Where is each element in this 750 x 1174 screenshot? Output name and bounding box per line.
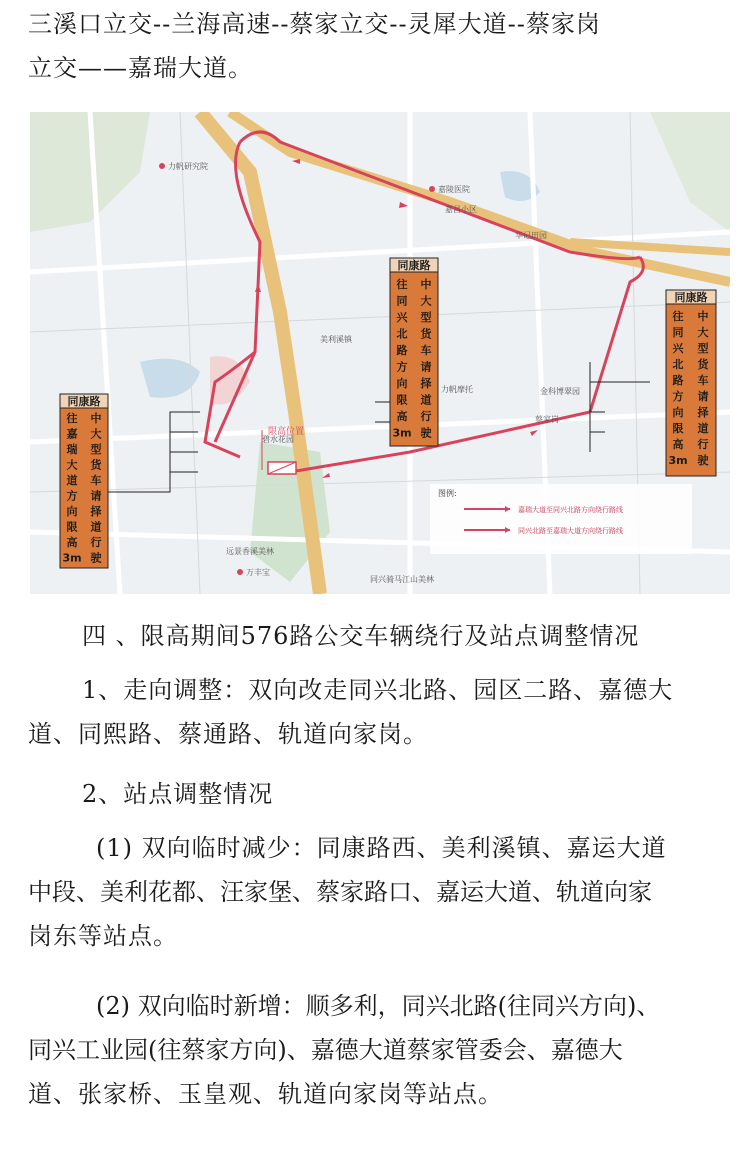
stops-reduced-line-3: 岗东等站点。 [28,922,178,950]
sign-char: 行 [697,438,709,451]
sign-char: 择 [90,505,102,518]
intro-line-1: 三溪口立交--兰海高速--蔡家立交--灵犀大道--蔡家岗 [28,10,601,38]
sign-char: 道 [90,520,102,534]
place-label: 嘉陵医院 [438,185,470,194]
place-label: 力帆摩托 [441,385,473,394]
legend-box [430,484,692,554]
map-legend [430,484,692,554]
sign-char: 型 [90,443,102,456]
sign-char: 兴 [396,311,408,324]
stops-added-line-1: (2) 双向临时新增：顺多利，同兴北路(往同兴方向)、 [96,992,661,1020]
place-label: 同兴骑马江山美林 [370,575,434,584]
sign-char: 往 [672,310,684,323]
sign-char: 同 [396,294,408,308]
detour-map [30,112,730,594]
sign-char: 行 [420,410,432,423]
sign-right-road: 同康路 [674,291,708,304]
sign-char: 大 [697,326,709,339]
sign-char: 高 [672,438,684,451]
place-label: 碧水花园 [262,435,294,444]
sign-char: 向 [672,406,684,419]
legend-title: 图例: [438,489,457,498]
sign-char: 车 [697,374,709,387]
legend-item-1: 嘉瑞大道至同兴北路方向绕行路线 [518,506,623,514]
sign-mid [390,258,438,446]
stops-added-line-2: 同兴工业园(往蔡家方向)、嘉德大道蔡家管委会、嘉德大 [28,1036,623,1064]
place-label: 华记田园 [515,231,547,240]
sign-char: 方 [396,360,408,374]
sign-char: 大 [90,427,102,441]
sign-char: 道 [697,422,709,435]
route-adjustment-line-2: 道、同熙路、蔡通路、轨道向家岗。 [28,720,428,748]
sign-char: 向 [396,377,408,390]
place-label: 蔡家岗 [535,415,559,424]
sign-char: 择 [420,377,432,390]
sign-char: 3m [668,454,688,467]
sign-char: 兴 [672,342,684,355]
place-label: 嘉昌小区 [445,205,477,214]
stop-adjustment-heading: 2、站点调整情况 [82,780,274,808]
sign-char: 驶 [420,426,432,440]
sign-char: 北 [396,327,408,341]
sign-char: 同 [672,326,684,339]
sign-left-road: 同康路 [67,395,101,408]
sign-char: 向 [66,505,78,518]
stops-reduced-line-2: 中段、美利花都、汪家堡、蔡家路口、嘉运大道、轨道向家 [28,878,652,906]
intro-paragraph [28,2,728,90]
sign-char: 高 [66,536,78,549]
limit-label: 限高位置 [268,427,305,437]
sign-char: 3m [62,551,82,565]
poi-marker [159,163,165,169]
stops-reduced-line-1: (1) 双向临时减少：同康路西、美利溪镇、嘉运大道 [96,834,667,862]
sign-char: 北 [672,358,684,371]
sign-char: 限 [66,520,78,534]
sign-char: 型 [420,311,432,324]
sign-char: 高 [396,410,408,423]
place-label: 万丰宝 [246,568,270,577]
sign-right [666,290,716,476]
sign-char: 货 [697,358,709,371]
sign-char: 中 [90,412,102,425]
sign-char: 货 [420,327,432,341]
sign-char: 请 [90,489,102,503]
sign-char: 车 [420,344,432,357]
place-label: 力帆研究院 [168,162,208,171]
sign-char: 嘉 [66,427,78,441]
intro-line-2: 立交——嘉瑞大道。 [28,54,253,82]
sign-char: 车 [90,474,102,487]
sign-char: 货 [90,458,102,472]
sign-char: 方 [66,489,78,503]
sign-char: 路 [396,344,408,357]
poi-marker [429,186,435,192]
sign-char: 3m [392,426,412,440]
sign-char: 大 [66,458,78,472]
sign-char: 道 [420,393,432,407]
sign-char: 道 [66,474,78,487]
stops-added-paragraph [28,984,728,1116]
sign-char: 驶 [90,551,102,565]
sign-char: 路 [672,374,684,387]
sign-char: 往 [66,412,78,425]
sign-char: 中 [420,278,432,291]
stops-added-line-3: 道、张家桥、玉皇观、轨道向家岗等站点。 [28,1080,503,1108]
sign-char: 型 [697,342,709,355]
sign-mid-road: 同康路 [397,259,431,272]
place-label: 金科博翠园 [540,387,580,396]
sign-char: 瑞 [66,443,78,456]
poi-marker [237,569,243,575]
place-label: 美利溪镇 [320,335,352,344]
stops-reduced-paragraph [28,826,728,958]
sign-char: 择 [697,406,709,419]
sign-char: 往 [396,278,408,291]
sign-char: 方 [672,390,684,403]
sign-char: 限 [396,393,408,407]
sign-char: 行 [90,536,102,549]
sign-char: 大 [420,294,432,308]
route-adjustment-paragraph [28,668,728,756]
sign-char: 驶 [697,454,709,467]
route-adjustment-line-1: 1、走向调整：双向改走同兴北路、园区二路、嘉德大 [82,676,674,704]
sign-char: 请 [420,360,432,374]
place-label: 远景香溪美林 [226,547,274,556]
section-heading: 四 、限高期间576路公交车辆绕行及站点调整情况 [82,622,640,650]
legend-item-2: 同兴北路至嘉瑞大道方向绕行路线 [518,527,623,535]
sign-char: 请 [697,390,709,403]
sign-char: 限 [672,422,684,435]
sign-char: 中 [697,310,709,323]
sign-left [60,394,108,568]
